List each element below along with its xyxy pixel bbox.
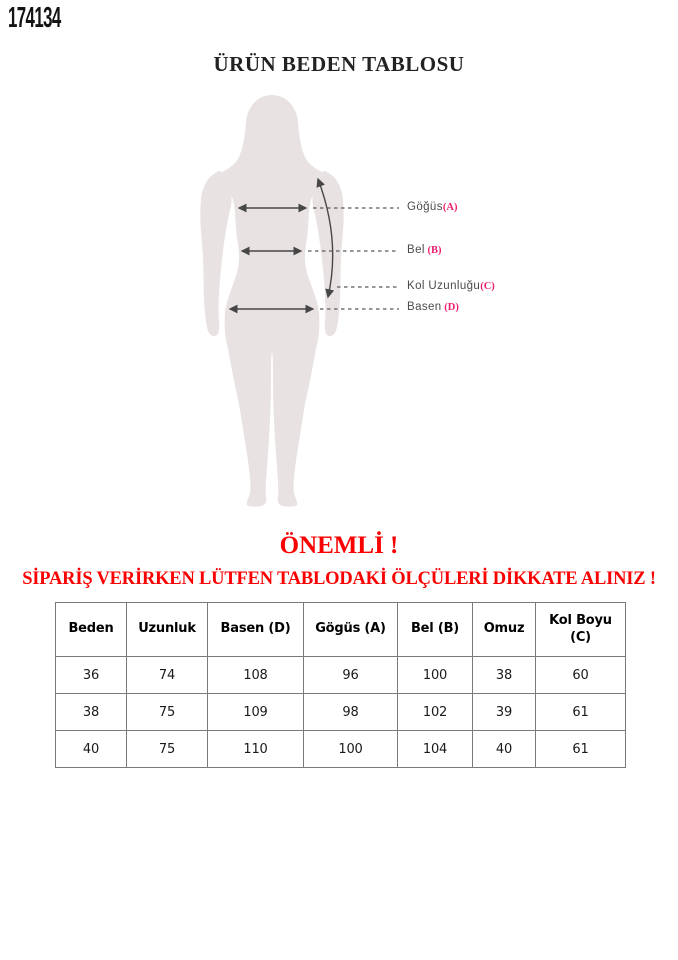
measurement-name: Kol Uzunluğu: [407, 280, 481, 292]
table-row: [56, 731, 626, 768]
measurement-letter-a: (A): [442, 202, 458, 213]
warning-message: SİPARİŞ VERİRKEN LÜTFEN TABLODAKİ ÖLÇÜLERİ DİKKATE ALINIZ !: [22, 569, 656, 589]
measurement-label-basen: [407, 301, 459, 313]
table-cell: 36: [56, 657, 127, 694]
header-kol-boyu: Kol Boyu (C): [536, 603, 626, 657]
size-diagram: [0, 85, 678, 520]
body-silhouette-figure: [200, 95, 343, 507]
table-cell: 100: [398, 657, 473, 694]
measurement-letter-d: (D): [441, 302, 459, 313]
size-table: [55, 602, 626, 768]
product-code: 174134: [8, 2, 61, 34]
table-cell: 40: [56, 731, 127, 768]
table-cell: 38: [473, 657, 536, 694]
measurement-name: Bel: [407, 244, 425, 256]
table-cell: 102: [398, 694, 473, 731]
header-beden: Beden: [56, 603, 127, 657]
table-cell: 109: [208, 694, 304, 731]
table-cell: 60: [536, 657, 626, 694]
measurement-name: Basen: [407, 301, 442, 313]
table-cell: 39: [473, 694, 536, 731]
table-cell: 74: [127, 657, 208, 694]
table-cell: 108: [208, 657, 304, 694]
measurement-letter-c: (C): [480, 281, 495, 292]
header-uzunluk: Uzunluk: [127, 603, 208, 657]
silhouette-torso: [218, 95, 326, 507]
table-cell: 98: [304, 694, 398, 731]
warning-heading: ÖNEMLİ !: [279, 532, 399, 559]
table-cell: 96: [304, 657, 398, 694]
measurement-label-gogus: [407, 201, 457, 213]
table-cell: 110: [208, 731, 304, 768]
table-cell: 100: [304, 731, 398, 768]
measurement-name: Göğüs: [407, 201, 443, 213]
measurement-label-bel: [407, 244, 441, 256]
header-bel: Bel (B): [398, 603, 473, 657]
table-cell: 75: [127, 731, 208, 768]
table-row: [56, 694, 626, 731]
header-omuz: Omuz: [473, 603, 536, 657]
measurement-label-kol-uzunlugu: [407, 280, 495, 292]
table-cell: 38: [56, 694, 127, 731]
table-row: [56, 657, 626, 694]
table-cell: 61: [536, 694, 626, 731]
header-gogus: Gögüs (A): [304, 603, 398, 657]
table-cell: 104: [398, 731, 473, 768]
page-title: ÜRÜN BEDEN TABLOSU: [213, 52, 465, 76]
table-cell: 61: [536, 731, 626, 768]
table-cell: 40: [473, 731, 536, 768]
table-header-row: [56, 603, 626, 657]
table-cell: 75: [127, 694, 208, 731]
header-basen: Basen (D): [208, 603, 304, 657]
measurement-letter-b: (B): [424, 245, 442, 256]
